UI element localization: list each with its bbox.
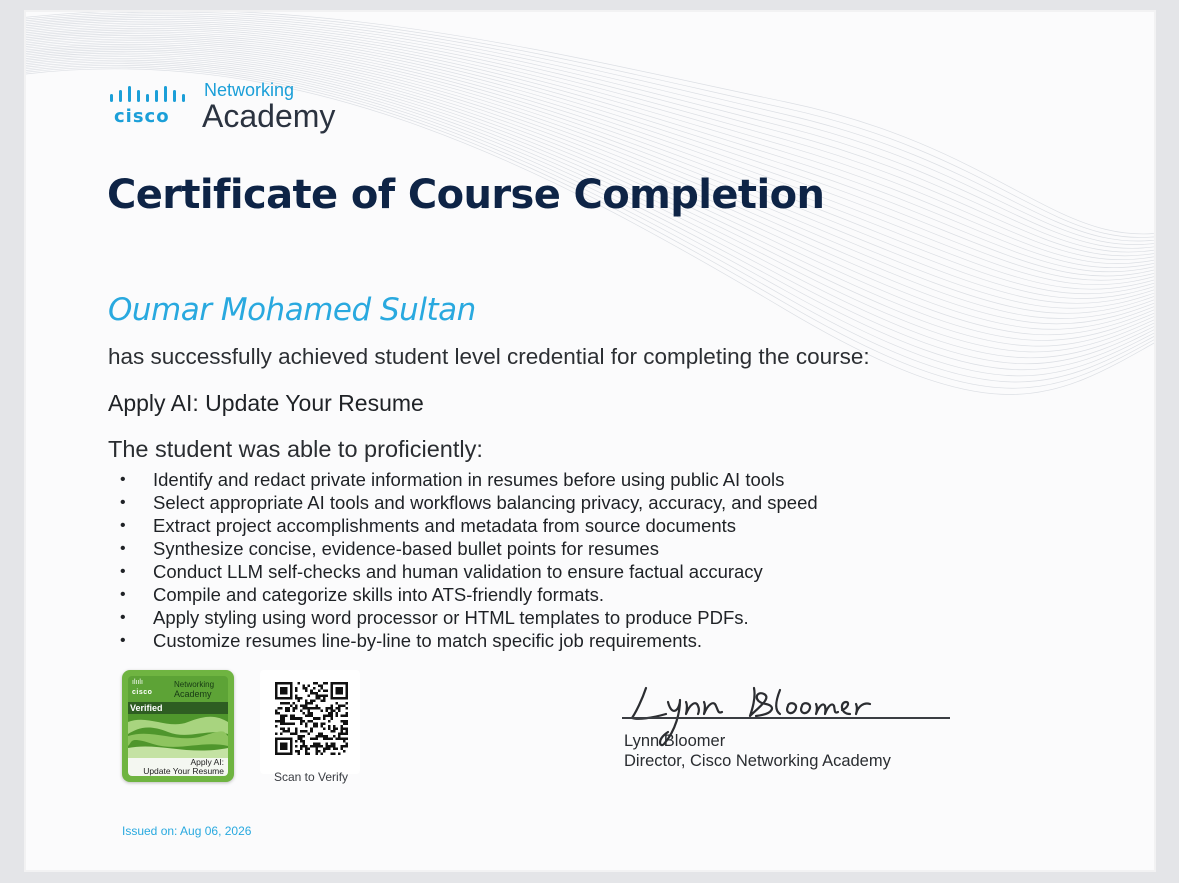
badge-company: cisco	[132, 689, 153, 696]
signatory-name: Lynn Bloomer	[624, 732, 726, 750]
wave-line	[26, 35, 1156, 289]
certificate-sheet	[24, 10, 1156, 872]
cisco-bars-icon: ılıılı	[132, 679, 143, 686]
list-item	[108, 514, 818, 537]
list-item	[108, 606, 818, 629]
badge-face	[128, 676, 228, 776]
proficiency-intro: The student was able to proficiently:	[108, 436, 483, 462]
list-item	[108, 629, 818, 652]
verification-qr[interactable]	[260, 670, 360, 774]
skill-text: Conduct LLM self-checks and human validation to ensure factual accuracy	[153, 561, 763, 582]
skill-text: Apply styling using word processor or HTML templates to produce PDFs.	[153, 607, 749, 628]
cisco-bars-icon	[108, 86, 188, 104]
badge-academy-text: Academy	[174, 689, 212, 699]
list-item	[108, 491, 818, 514]
qr-code-icon	[275, 682, 348, 755]
wave-line	[26, 34, 1156, 285]
issue-date: Issued on: Aug 06, 2026	[122, 824, 252, 838]
wave-line	[26, 23, 1156, 260]
skill-text: Select appropriate AI tools and workflows balancing privacy, accuracy, and speed	[153, 492, 818, 513]
wave-line	[26, 28, 1156, 272]
skill-text: Identify and redact private information in resumes before using public AI tools	[153, 469, 785, 490]
logo-academy-text: Academy	[202, 98, 336, 134]
bullet-icon: •	[120, 632, 126, 649]
list-item	[108, 537, 818, 560]
skill-text: Synthesize concise, evidence-based bullet points for resumes	[153, 538, 659, 559]
list-item	[108, 468, 818, 491]
skill-text: Extract project accomplishments and metadata from source documents	[153, 515, 737, 536]
signature-line	[622, 717, 950, 719]
achievement-statement: has successfully achieved student level credential for completing the course:	[108, 344, 870, 369]
wave-line	[26, 30, 1156, 276]
skills-list	[108, 468, 818, 652]
badge-verified-label: Verified	[128, 702, 228, 714]
skill-text: Customize resumes line-by-line to match specific job requirements.	[153, 630, 703, 651]
logo-company-name: cisco	[114, 106, 170, 127]
bullet-icon: •	[120, 609, 126, 626]
scan-to-verify-label: Scan to Verify	[274, 770, 349, 784]
wave-line	[26, 25, 1156, 264]
signatory-title: Director, Cisco Networking Academy	[624, 752, 891, 770]
bullet-icon: •	[120, 586, 126, 603]
bullet-icon: •	[120, 563, 126, 580]
bullet-icon: •	[120, 517, 126, 534]
badge-label-line1: Apply AI:	[190, 757, 224, 767]
wave-line	[26, 37, 1156, 294]
wave-line	[26, 32, 1156, 281]
bullet-icon: •	[120, 471, 126, 488]
badge-course-label	[128, 758, 228, 776]
wave-line	[26, 21, 1156, 256]
badge-networking-text: Networking	[174, 680, 215, 689]
bullet-icon: •	[120, 494, 126, 511]
certificate-title: Certificate of Course Completion	[107, 172, 825, 218]
wave-line	[26, 26, 1156, 267]
badge-header	[130, 679, 226, 701]
list-item	[108, 560, 818, 583]
badge-label-line2: Update Your Resume	[143, 766, 224, 776]
course-name: Apply AI: Update Your Resume	[108, 390, 424, 416]
logo-networking-text: Networking	[204, 80, 295, 100]
recipient-name: Oumar Mohamed Sultan	[108, 292, 476, 328]
badge-wave-graphic	[128, 714, 228, 758]
cisco-networking-academy-logo	[108, 78, 348, 138]
bullet-icon: •	[120, 540, 126, 557]
list-item	[108, 583, 818, 606]
verified-course-badge[interactable]	[122, 670, 234, 782]
skill-text: Compile and categorize skills into ATS-friendly formats.	[153, 584, 605, 605]
